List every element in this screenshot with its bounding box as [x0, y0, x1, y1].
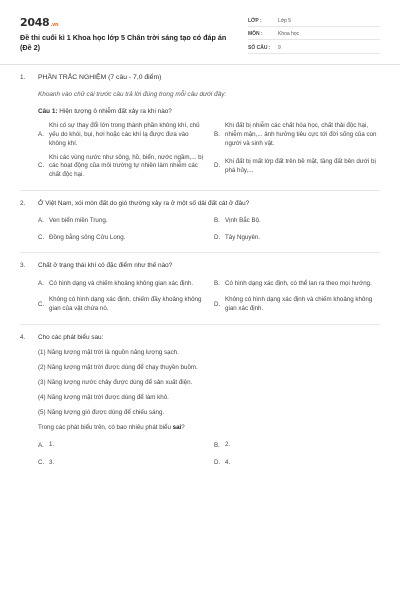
statement-4: (4) Năng lượng mặt trời được dùng để làm khô.	[38, 394, 169, 402]
option-d[interactable]	[214, 154, 380, 180]
option-letter: B.	[214, 279, 220, 287]
answer-options	[38, 280, 380, 314]
site-logo[interactable]	[20, 16, 58, 30]
option-letter: A.	[38, 441, 44, 449]
question-2	[20, 200, 380, 243]
option-letter: A.	[38, 279, 44, 287]
question-divider	[20, 324, 380, 325]
meta-value: Lớp 5	[278, 17, 292, 24]
header-divider	[0, 64, 400, 65]
option-text: Đồng bằng sông Cửu Long.	[49, 233, 126, 241]
meta-key: LỚP :	[248, 17, 262, 24]
option-text: Tây Nguyên.	[225, 233, 261, 241]
document-title: Đề thi cuối kì 1 Khoa học lớp 5 Chân trời sáng tạo có đáp án (Đề 2)	[20, 33, 227, 52]
meta-row-count	[248, 43, 380, 54]
answer-options	[38, 217, 380, 242]
question-number: 2.	[20, 199, 26, 207]
prompt-emphasis: sai	[172, 424, 182, 432]
option-letter: A.	[38, 217, 44, 225]
option-text: Khi các vùng nước như sông, hồ, biển, nước ngầm,... bị các hoạt động của môi trường tự nhiên làm nhiễm các chất độc hại.	[49, 153, 203, 178]
meta-row-grade	[248, 16, 380, 27]
option-c[interactable]	[38, 154, 204, 180]
section-instruction: Khoanh vào chữ cái trước câu trả lời đúng trong mỗi câu dưới đây:	[38, 90, 227, 98]
question-list	[20, 74, 380, 468]
option-letter: B.	[214, 441, 220, 449]
option-text: Có hình dạng xác định, có thể lan ra theo mọi hướng.	[225, 279, 372, 287]
question-text: Ở Việt Nam, xói mòn đất do gió thường xảy ra ở một số dải đất cát ở đâu?	[38, 199, 250, 207]
document-header	[20, 16, 380, 62]
meta-value: 9	[278, 44, 281, 51]
option-d[interactable]	[214, 234, 380, 243]
answer-options	[38, 441, 380, 467]
option-text: Không có hình dạng xác định, chiếm đầy khoảng không gian của vật chứa nó.	[49, 296, 202, 312]
question-number: 4.	[20, 333, 26, 341]
option-letter: B.	[214, 217, 220, 225]
option-a[interactable]	[38, 441, 204, 450]
option-text: Có hình dạng và chiếm khoảng không gian xác định.	[49, 279, 194, 287]
sub-question-text: Hiện tượng ô nhiễm đất xảy ra khi nào?	[57, 108, 172, 116]
option-b[interactable]	[214, 280, 380, 289]
option-letter: D.	[214, 233, 221, 241]
option-letter: B.	[214, 131, 220, 139]
option-d[interactable]	[214, 296, 380, 313]
section-title: PHẦN TRẮC NGHIỆM (7 câu - 7,0 điểm)	[38, 74, 162, 81]
option-b[interactable]	[214, 122, 380, 148]
option-text: 1.	[49, 441, 55, 449]
prompt-prefix: Trong các phát biểu trên, có bao nhiêu phát biểu	[38, 424, 173, 432]
logo-main: 2048	[20, 16, 50, 29]
option-text: Khi có sự thay đổi lớn trong thành phần không khí, chủ yếu do khói, bụi, hơi hoặc các khí lạ được đưa vào không khí.	[49, 122, 200, 147]
question-1	[20, 74, 380, 180]
statement-1: (1) Năng lượng mặt trời là nguồn năng lượng sạch.	[38, 348, 179, 356]
option-text: 3.	[49, 458, 55, 466]
option-text: Khi đất bị mất lớp đất trên bề mặt, tầng đất bên dưới bị phá hủy,...	[225, 157, 376, 174]
question-3	[20, 262, 380, 313]
option-c[interactable]	[38, 296, 204, 313]
logo-sub: .vn	[50, 22, 59, 28]
option-text: 4.	[225, 458, 231, 466]
option-text: Khi đất bị nhiễm các chất hóa học, chất thải độc hại, nhiễm mặn,... ảnh hưởng tiêu cực tới đời sống của con người và sinh vật.	[225, 122, 377, 147]
option-text: Không có hình dạng xác định và chiếm khoảng không gian xác định.	[225, 296, 373, 312]
option-a[interactable]	[38, 280, 204, 289]
option-letter: D.	[214, 459, 221, 467]
option-letter: C.	[38, 233, 45, 241]
question-divider	[20, 190, 380, 191]
meta-row-subject	[248, 30, 380, 41]
statement-2: (2) Năng lượng mặt trời được dùng để chạy thuyền buồm.	[38, 363, 198, 371]
option-text: 2.	[225, 441, 231, 449]
meta-table	[248, 16, 380, 57]
question-text: Chất ở trạng thái khí có đặc điểm như thế nào?	[38, 262, 173, 270]
option-letter: C.	[38, 300, 45, 308]
option-a[interactable]	[38, 122, 204, 148]
question-divider	[20, 252, 380, 253]
option-b[interactable]	[214, 441, 380, 450]
sub-question-label: Câu 1:	[38, 108, 58, 116]
statement-5: (5) Năng lượng gió được dùng để chiếu sáng.	[38, 409, 165, 417]
answer-options	[38, 122, 380, 179]
prompt-suffix: ?	[181, 424, 185, 432]
option-b[interactable]	[214, 217, 380, 226]
option-c[interactable]	[38, 234, 204, 243]
option-letter: C.	[38, 162, 45, 170]
question-prompt	[38, 424, 380, 432]
meta-key: MÔN :	[248, 31, 263, 37]
meta-key: SỐ CÂU :	[248, 44, 271, 51]
option-a[interactable]	[38, 217, 204, 226]
question-number: 3.	[20, 262, 26, 270]
question-text: Cho các phát biểu sau:	[38, 333, 104, 341]
option-text: Ven biển miền Trung.	[49, 216, 108, 224]
statement-3: (3) Năng lượng nước chảy được dùng để sản xuất điện.	[38, 378, 193, 386]
sub-question	[38, 108, 380, 116]
meta-value: Khoa học	[278, 31, 300, 37]
option-text: Vịnh Bắc Bộ.	[225, 216, 261, 224]
option-letter: D.	[214, 300, 221, 308]
option-d[interactable]	[214, 459, 380, 468]
question-number: 1.	[20, 74, 26, 81]
option-c[interactable]	[38, 459, 204, 468]
option-letter: D.	[214, 162, 221, 170]
option-letter: C.	[38, 459, 45, 467]
option-letter: A.	[38, 131, 44, 139]
question-4	[20, 334, 380, 468]
